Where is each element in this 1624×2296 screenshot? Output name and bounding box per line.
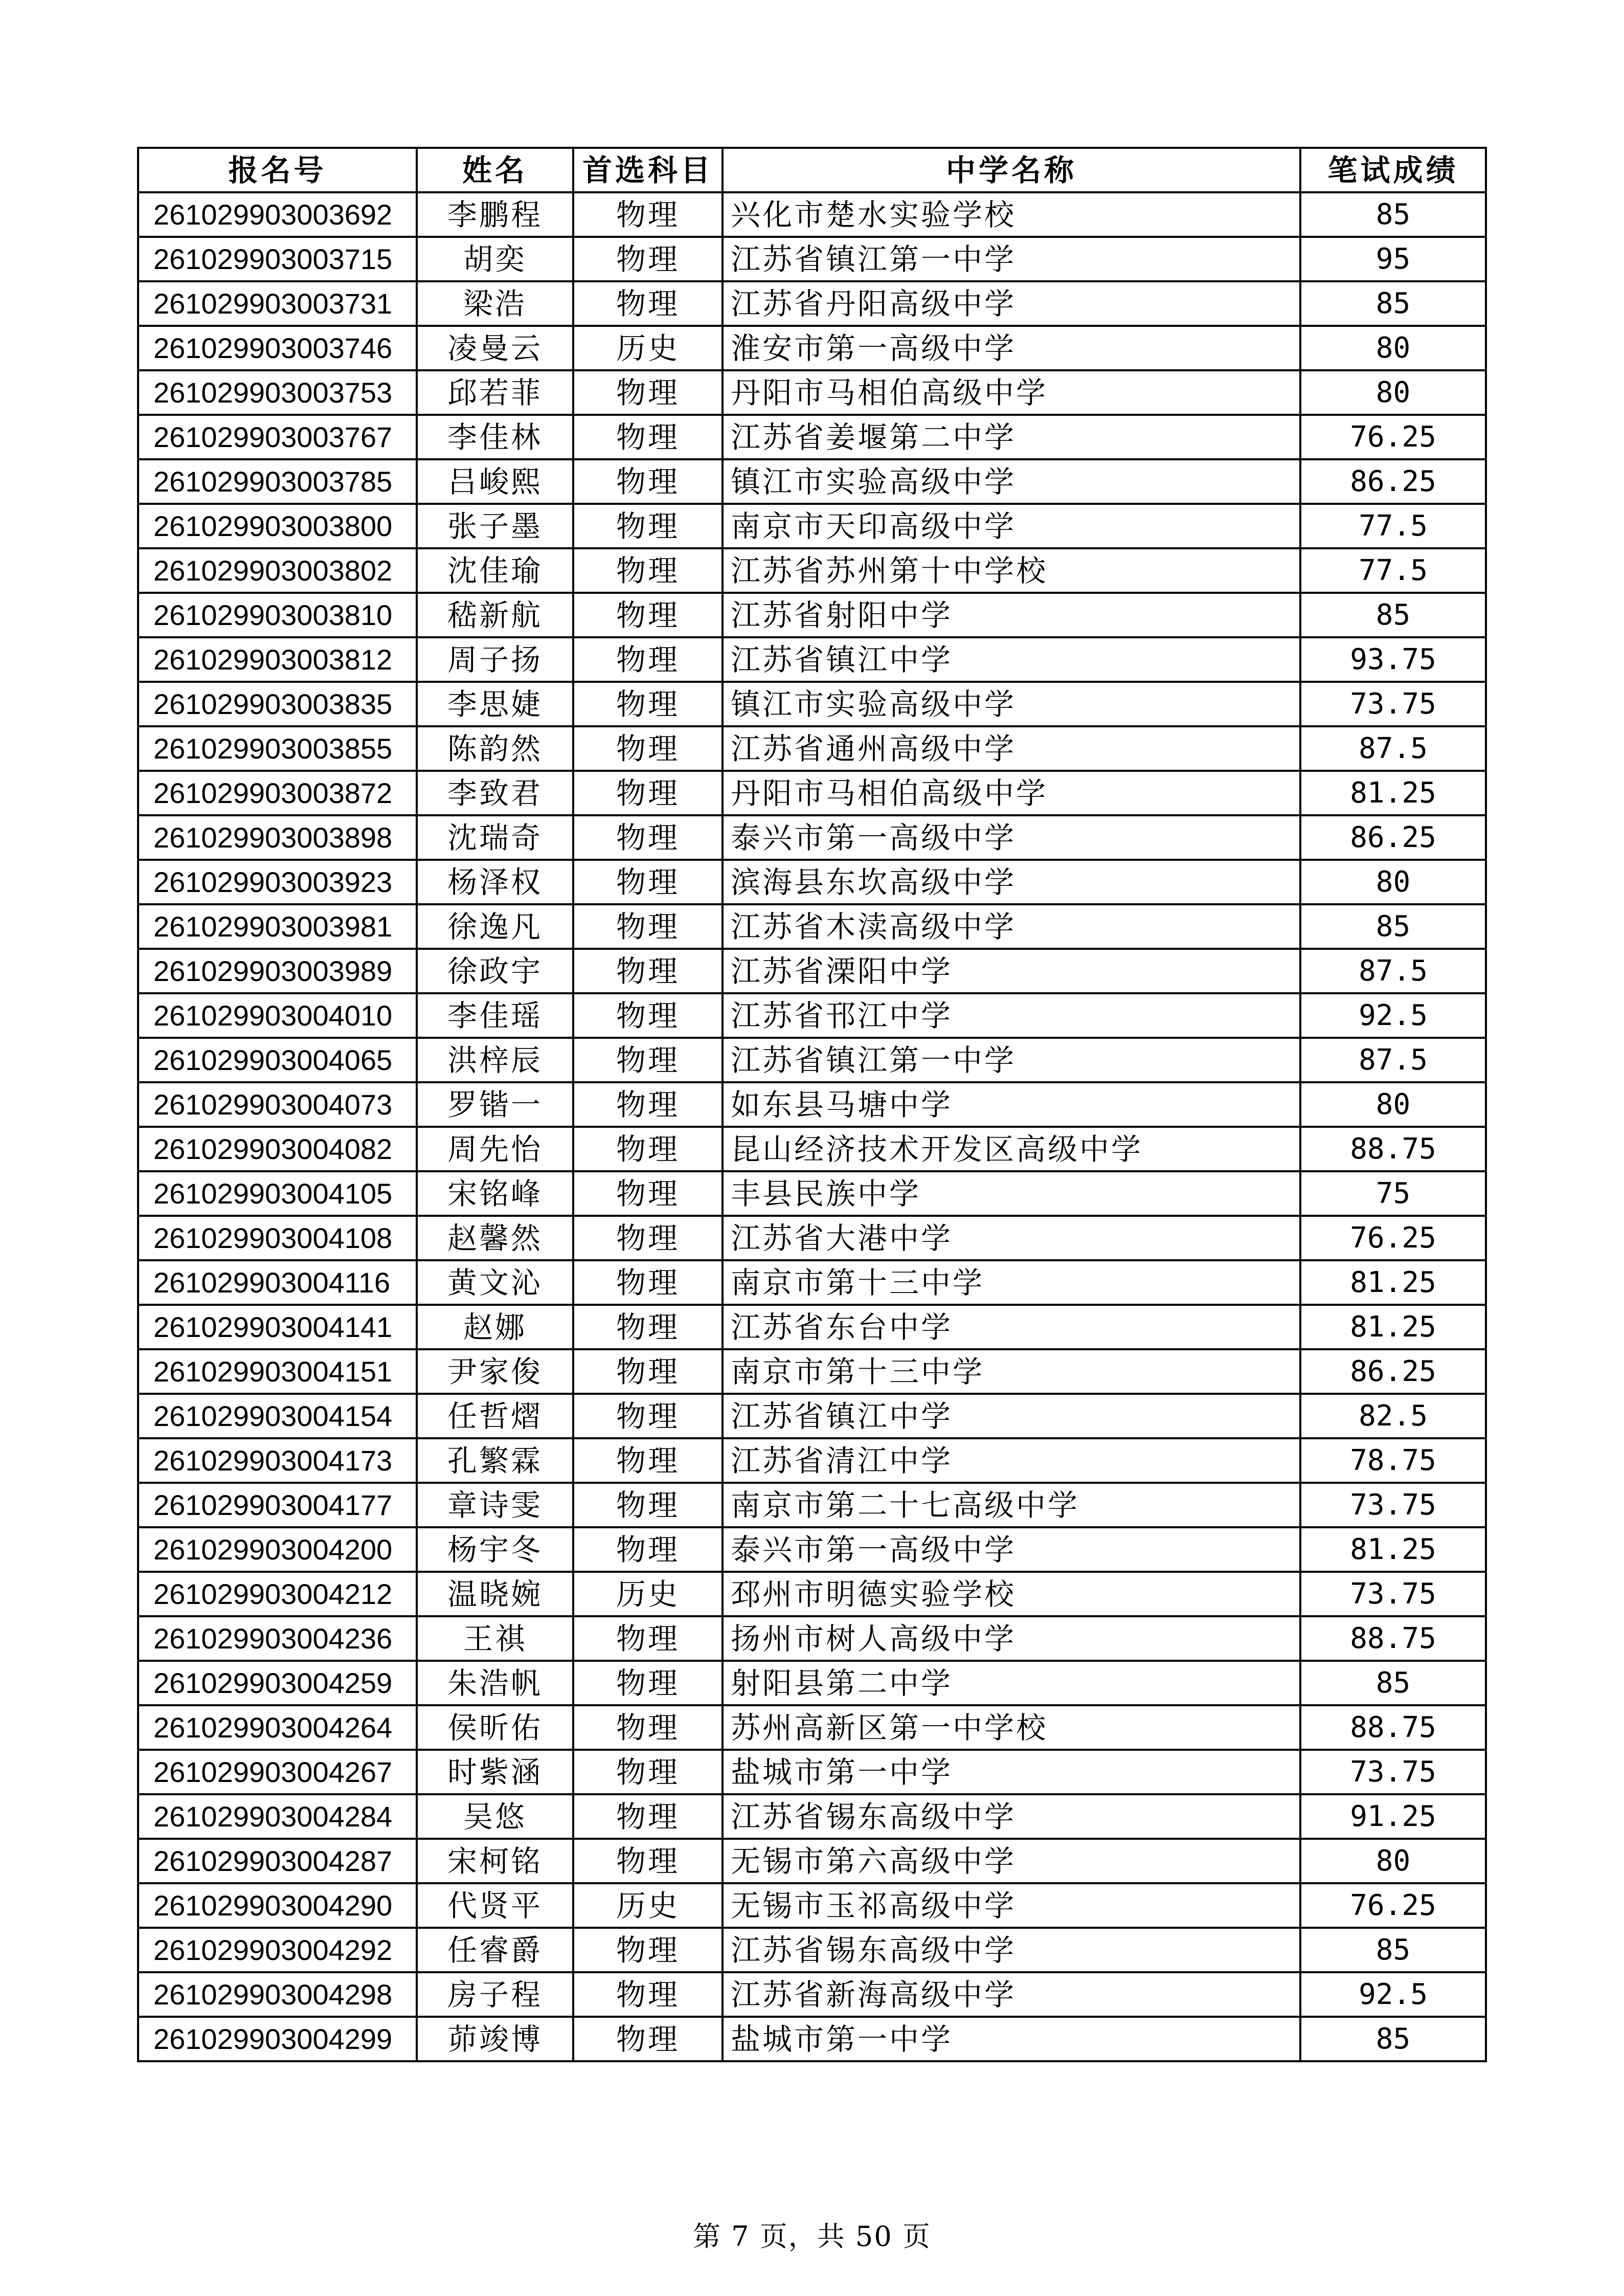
subject-cell: 物理 xyxy=(573,548,723,593)
name-cell: 李致君 xyxy=(417,771,573,815)
header-name: 姓名 xyxy=(417,148,573,192)
subject-cell: 物理 xyxy=(573,1305,723,1349)
table-row xyxy=(138,1839,1486,1883)
name-cell: 李佳林 xyxy=(417,415,573,459)
score-cell: 82.5 xyxy=(1300,1394,1486,1438)
name-cell: 徐政宇 xyxy=(417,949,573,993)
table-row xyxy=(138,237,1486,281)
table-row xyxy=(138,637,1486,682)
registration-number-cell: 261029903004116 xyxy=(138,1260,417,1305)
header-subject: 首选科目 xyxy=(573,148,723,192)
registration-number-cell: 261029903004065 xyxy=(138,1038,417,1082)
name-cell: 黄文沁 xyxy=(417,1260,573,1305)
school-cell: 江苏省锡东高级中学 xyxy=(723,1928,1300,1972)
table-row xyxy=(138,815,1486,860)
table-row xyxy=(138,1527,1486,1572)
table-row xyxy=(138,1260,1486,1305)
name-cell: 张子墨 xyxy=(417,504,573,548)
name-cell: 胡奕 xyxy=(417,237,573,281)
subject-cell: 物理 xyxy=(573,1216,723,1260)
score-cell: 76.25 xyxy=(1300,1216,1486,1260)
registration-number-cell: 261029903004010 xyxy=(138,993,417,1038)
subject-cell: 物理 xyxy=(573,726,723,771)
subject-cell: 物理 xyxy=(573,504,723,548)
name-cell: 王祺 xyxy=(417,1616,573,1661)
school-cell: 江苏省苏州第十中学校 xyxy=(723,548,1300,593)
name-cell: 章诗雯 xyxy=(417,1483,573,1527)
subject-cell: 物理 xyxy=(573,192,723,237)
score-cell: 92.5 xyxy=(1300,1972,1486,2017)
school-cell: 江苏省大港中学 xyxy=(723,1216,1300,1260)
subject-cell: 物理 xyxy=(573,1171,723,1216)
subject-cell: 物理 xyxy=(573,1260,723,1305)
school-cell: 江苏省镇江中学 xyxy=(723,637,1300,682)
subject-cell: 物理 xyxy=(573,1483,723,1527)
school-cell: 江苏省木渎高级中学 xyxy=(723,904,1300,949)
name-cell: 赵馨然 xyxy=(417,1216,573,1260)
name-cell: 李鹏程 xyxy=(417,192,573,237)
score-table xyxy=(137,147,1487,2062)
registration-number-cell: 261029903003989 xyxy=(138,949,417,993)
table-row xyxy=(138,1394,1486,1438)
subject-cell: 物理 xyxy=(573,949,723,993)
table-row xyxy=(138,726,1486,771)
table-row xyxy=(138,192,1486,237)
score-cell: 77.5 xyxy=(1300,504,1486,548)
score-cell: 80 xyxy=(1300,1082,1486,1127)
subject-cell: 物理 xyxy=(573,237,723,281)
name-cell: 茆竣博 xyxy=(417,2017,573,2061)
table-row xyxy=(138,904,1486,949)
subject-cell: 物理 xyxy=(573,1349,723,1394)
school-cell: 江苏省射阳中学 xyxy=(723,593,1300,637)
table-row xyxy=(138,682,1486,726)
table-row xyxy=(138,593,1486,637)
school-cell: 淮安市第一高级中学 xyxy=(723,326,1300,370)
name-cell: 任睿爵 xyxy=(417,1928,573,1972)
registration-number-cell: 261029903003923 xyxy=(138,860,417,904)
registration-number-cell: 261029903004264 xyxy=(138,1705,417,1750)
score-cell: 85 xyxy=(1300,593,1486,637)
score-cell: 85 xyxy=(1300,281,1486,326)
name-cell: 梁浩 xyxy=(417,281,573,326)
registration-number-cell: 261029903004236 xyxy=(138,1616,417,1661)
score-cell: 80 xyxy=(1300,1839,1486,1883)
subject-cell: 物理 xyxy=(573,993,723,1038)
registration-number-cell: 261029903003898 xyxy=(138,815,417,860)
name-cell: 徐逸凡 xyxy=(417,904,573,949)
registration-number-cell: 261029903003835 xyxy=(138,682,417,726)
table-row xyxy=(138,771,1486,815)
table-row xyxy=(138,281,1486,326)
subject-cell: 物理 xyxy=(573,637,723,682)
registration-number-cell: 261029903003802 xyxy=(138,548,417,593)
score-cell: 88.75 xyxy=(1300,1705,1486,1750)
registration-number-cell: 261029903003872 xyxy=(138,771,417,815)
score-cell: 87.5 xyxy=(1300,949,1486,993)
subject-cell: 物理 xyxy=(573,2017,723,2061)
registration-number-cell: 261029903004151 xyxy=(138,1349,417,1394)
registration-number-cell: 261029903004105 xyxy=(138,1171,417,1216)
school-cell: 江苏省锡东高级中学 xyxy=(723,1794,1300,1839)
school-cell: 江苏省姜堰第二中学 xyxy=(723,415,1300,459)
subject-cell: 物理 xyxy=(573,860,723,904)
subject-cell: 历史 xyxy=(573,1572,723,1616)
table-row xyxy=(138,504,1486,548)
table-row xyxy=(138,326,1486,370)
score-cell: 87.5 xyxy=(1300,1038,1486,1082)
school-cell: 南京市第十三中学 xyxy=(723,1349,1300,1394)
name-cell: 凌曼云 xyxy=(417,326,573,370)
table-row xyxy=(138,1483,1486,1527)
school-cell: 滨海县东坎高级中学 xyxy=(723,860,1300,904)
registration-number-cell: 261029903004287 xyxy=(138,1839,417,1883)
table-row xyxy=(138,459,1486,504)
table-row xyxy=(138,1705,1486,1750)
name-cell: 吕峻熙 xyxy=(417,459,573,504)
school-cell: 盐城市第一中学 xyxy=(723,2017,1300,2061)
school-cell: 江苏省镇江第一中学 xyxy=(723,1038,1300,1082)
registration-number-cell: 261029903003767 xyxy=(138,415,417,459)
score-cell: 93.75 xyxy=(1300,637,1486,682)
registration-number-cell: 261029903003692 xyxy=(138,192,417,237)
school-cell: 镇江市实验高级中学 xyxy=(723,459,1300,504)
name-cell: 李佳瑶 xyxy=(417,993,573,1038)
registration-number-cell: 261029903004200 xyxy=(138,1527,417,1572)
name-cell: 李思婕 xyxy=(417,682,573,726)
name-cell: 洪梓辰 xyxy=(417,1038,573,1082)
table-row xyxy=(138,949,1486,993)
score-cell: 88.75 xyxy=(1300,1616,1486,1661)
score-cell: 92.5 xyxy=(1300,993,1486,1038)
name-cell: 温晓婉 xyxy=(417,1572,573,1616)
name-cell: 周先怡 xyxy=(417,1127,573,1171)
registration-number-cell: 261029903004298 xyxy=(138,1972,417,2017)
school-cell: 江苏省通州高级中学 xyxy=(723,726,1300,771)
score-cell: 81.25 xyxy=(1300,771,1486,815)
header-score: 笔试成绩 xyxy=(1300,148,1486,192)
score-cell: 81.25 xyxy=(1300,1527,1486,1572)
subject-cell: 物理 xyxy=(573,1794,723,1839)
registration-number-cell: 261029903004108 xyxy=(138,1216,417,1260)
registration-number-cell: 261029903003731 xyxy=(138,281,417,326)
school-cell: 扬州市树人高级中学 xyxy=(723,1616,1300,1661)
registration-number-cell: 261029903004141 xyxy=(138,1305,417,1349)
table-row xyxy=(138,370,1486,415)
table-row xyxy=(138,1794,1486,1839)
subject-cell: 物理 xyxy=(573,1928,723,1972)
table-row xyxy=(138,1038,1486,1082)
table-row xyxy=(138,993,1486,1038)
subject-cell: 物理 xyxy=(573,1438,723,1483)
score-cell: 85 xyxy=(1300,904,1486,949)
name-cell: 朱浩帆 xyxy=(417,1661,573,1705)
score-cell: 86.25 xyxy=(1300,815,1486,860)
score-cell: 95 xyxy=(1300,237,1486,281)
school-cell: 丹阳市马相伯高级中学 xyxy=(723,771,1300,815)
table-row xyxy=(138,860,1486,904)
score-cell: 86.25 xyxy=(1300,459,1486,504)
registration-number-cell: 261029903004284 xyxy=(138,1794,417,1839)
school-cell: 射阳县第二中学 xyxy=(723,1661,1300,1705)
school-cell: 江苏省东台中学 xyxy=(723,1305,1300,1349)
school-cell: 镇江市实验高级中学 xyxy=(723,682,1300,726)
school-cell: 江苏省镇江中学 xyxy=(723,1394,1300,1438)
school-cell: 泰兴市第一高级中学 xyxy=(723,815,1300,860)
registration-number-cell: 261029903004212 xyxy=(138,1572,417,1616)
subject-cell: 物理 xyxy=(573,1394,723,1438)
name-cell: 周子扬 xyxy=(417,637,573,682)
registration-number-cell: 261029903003746 xyxy=(138,326,417,370)
name-cell: 时紫涵 xyxy=(417,1750,573,1794)
registration-number-cell: 261029903004082 xyxy=(138,1127,417,1171)
score-cell: 81.25 xyxy=(1300,1260,1486,1305)
registration-number-cell: 261029903004073 xyxy=(138,1082,417,1127)
score-cell: 80 xyxy=(1300,860,1486,904)
table-row xyxy=(138,1438,1486,1483)
score-cell: 85 xyxy=(1300,2017,1486,2061)
subject-cell: 物理 xyxy=(573,815,723,860)
table-row xyxy=(138,1572,1486,1616)
score-cell: 87.5 xyxy=(1300,726,1486,771)
score-cell: 86.25 xyxy=(1300,1349,1486,1394)
table-row xyxy=(138,1082,1486,1127)
name-cell: 邱若菲 xyxy=(417,370,573,415)
subject-cell: 物理 xyxy=(573,1705,723,1750)
registration-number-cell: 261029903004299 xyxy=(138,2017,417,2061)
name-cell: 赵娜 xyxy=(417,1305,573,1349)
school-cell: 南京市第二十七高级中学 xyxy=(723,1483,1300,1527)
school-cell: 江苏省溧阳中学 xyxy=(723,949,1300,993)
name-cell: 任哲熠 xyxy=(417,1394,573,1438)
header-school: 中学名称 xyxy=(723,148,1300,192)
name-cell: 沈瑞奇 xyxy=(417,815,573,860)
subject-cell: 物理 xyxy=(573,1839,723,1883)
registration-number-cell: 261029903004290 xyxy=(138,1883,417,1928)
subject-cell: 物理 xyxy=(573,1127,723,1171)
school-cell: 江苏省邗江中学 xyxy=(723,993,1300,1038)
table-row xyxy=(138,1661,1486,1705)
table-row xyxy=(138,1349,1486,1394)
school-cell: 丹阳市马相伯高级中学 xyxy=(723,370,1300,415)
table-row xyxy=(138,548,1486,593)
name-cell: 陈韵然 xyxy=(417,726,573,771)
school-cell: 无锡市第六高级中学 xyxy=(723,1839,1300,1883)
score-cell: 77.5 xyxy=(1300,548,1486,593)
registration-number-cell: 261029903003753 xyxy=(138,370,417,415)
table-row xyxy=(138,1305,1486,1349)
subject-cell: 物理 xyxy=(573,1527,723,1572)
subject-cell: 物理 xyxy=(573,1082,723,1127)
name-cell: 代贤平 xyxy=(417,1883,573,1928)
registration-number-cell: 261029903003812 xyxy=(138,637,417,682)
subject-cell: 历史 xyxy=(573,1883,723,1928)
score-cell: 75 xyxy=(1300,1171,1486,1216)
registration-number-cell: 261029903004292 xyxy=(138,1928,417,1972)
registration-number-cell: 261029903004173 xyxy=(138,1438,417,1483)
score-cell: 85 xyxy=(1300,1928,1486,1972)
page-footer: 第 7 页，共 50 页 xyxy=(693,2220,931,2253)
school-cell: 泰兴市第一高级中学 xyxy=(723,1527,1300,1572)
subject-cell: 物理 xyxy=(573,1038,723,1082)
registration-number-cell: 261029903003715 xyxy=(138,237,417,281)
score-cell: 91.25 xyxy=(1300,1794,1486,1839)
subject-cell: 历史 xyxy=(573,326,723,370)
name-cell: 孔繁霖 xyxy=(417,1438,573,1483)
school-cell: 盐城市第一中学 xyxy=(723,1750,1300,1794)
table-row xyxy=(138,1216,1486,1260)
score-cell: 81.25 xyxy=(1300,1305,1486,1349)
score-cell: 73.75 xyxy=(1300,1750,1486,1794)
table-header-row xyxy=(138,148,1486,192)
subject-cell: 物理 xyxy=(573,1972,723,2017)
score-cell: 85 xyxy=(1300,192,1486,237)
table-row xyxy=(138,1616,1486,1661)
score-cell: 73.75 xyxy=(1300,1483,1486,1527)
score-cell: 80 xyxy=(1300,370,1486,415)
table-row xyxy=(138,1171,1486,1216)
table-row xyxy=(138,1972,1486,2017)
table-row xyxy=(138,2017,1486,2061)
table-row xyxy=(138,1883,1486,1928)
registration-number-cell: 261029903003855 xyxy=(138,726,417,771)
school-cell: 丰县民族中学 xyxy=(723,1171,1300,1216)
header-registration-number: 报名号 xyxy=(138,148,417,192)
school-cell: 昆山经济技术开发区高级中学 xyxy=(723,1127,1300,1171)
score-cell: 76.25 xyxy=(1300,1883,1486,1928)
name-cell: 宋柯铭 xyxy=(417,1839,573,1883)
name-cell: 杨泽权 xyxy=(417,860,573,904)
school-cell: 苏州高新区第一中学校 xyxy=(723,1705,1300,1750)
name-cell: 房子程 xyxy=(417,1972,573,2017)
registration-number-cell: 261029903004154 xyxy=(138,1394,417,1438)
subject-cell: 物理 xyxy=(573,1661,723,1705)
score-cell: 78.75 xyxy=(1300,1438,1486,1483)
subject-cell: 物理 xyxy=(573,1616,723,1661)
subject-cell: 物理 xyxy=(573,415,723,459)
subject-cell: 物理 xyxy=(573,459,723,504)
name-cell: 嵇新航 xyxy=(417,593,573,637)
table-row xyxy=(138,415,1486,459)
subject-cell: 物理 xyxy=(573,1750,723,1794)
registration-number-cell: 261029903004259 xyxy=(138,1661,417,1705)
table-row xyxy=(138,1750,1486,1794)
score-cell: 85 xyxy=(1300,1661,1486,1705)
name-cell: 罗锴一 xyxy=(417,1082,573,1127)
school-cell: 如东县马塘中学 xyxy=(723,1082,1300,1127)
registration-number-cell: 261029903003810 xyxy=(138,593,417,637)
registration-number-cell: 261029903003981 xyxy=(138,904,417,949)
subject-cell: 物理 xyxy=(573,281,723,326)
school-cell: 南京市第十三中学 xyxy=(723,1260,1300,1305)
table-body xyxy=(138,192,1486,2061)
registration-number-cell: 261029903003800 xyxy=(138,504,417,548)
school-cell: 无锡市玉祁高级中学 xyxy=(723,1883,1300,1928)
school-cell: 江苏省新海高级中学 xyxy=(723,1972,1300,2017)
score-cell: 73.75 xyxy=(1300,1572,1486,1616)
score-cell: 73.75 xyxy=(1300,682,1486,726)
score-cell: 80 xyxy=(1300,326,1486,370)
table-row xyxy=(138,1127,1486,1171)
registration-number-cell: 261029903004267 xyxy=(138,1750,417,1794)
school-cell: 邳州市明德实验学校 xyxy=(723,1572,1300,1616)
school-cell: 江苏省清江中学 xyxy=(723,1438,1300,1483)
name-cell: 沈佳瑜 xyxy=(417,548,573,593)
school-cell: 兴化市楚水实验学校 xyxy=(723,192,1300,237)
name-cell: 杨宇冬 xyxy=(417,1527,573,1572)
score-cell: 88.75 xyxy=(1300,1127,1486,1171)
school-cell: 南京市天印高级中学 xyxy=(723,504,1300,548)
subject-cell: 物理 xyxy=(573,593,723,637)
school-cell: 江苏省丹阳高级中学 xyxy=(723,281,1300,326)
name-cell: 侯昕佑 xyxy=(417,1705,573,1750)
name-cell: 宋铭峰 xyxy=(417,1171,573,1216)
registration-number-cell: 261029903004177 xyxy=(138,1483,417,1527)
subject-cell: 物理 xyxy=(573,682,723,726)
name-cell: 吴悠 xyxy=(417,1794,573,1839)
subject-cell: 物理 xyxy=(573,904,723,949)
score-cell: 76.25 xyxy=(1300,415,1486,459)
school-cell: 江苏省镇江第一中学 xyxy=(723,237,1300,281)
subject-cell: 物理 xyxy=(573,370,723,415)
registration-number-cell: 261029903003785 xyxy=(138,459,417,504)
name-cell: 尹家俊 xyxy=(417,1349,573,1394)
table-row xyxy=(138,1928,1486,1972)
subject-cell: 物理 xyxy=(573,771,723,815)
